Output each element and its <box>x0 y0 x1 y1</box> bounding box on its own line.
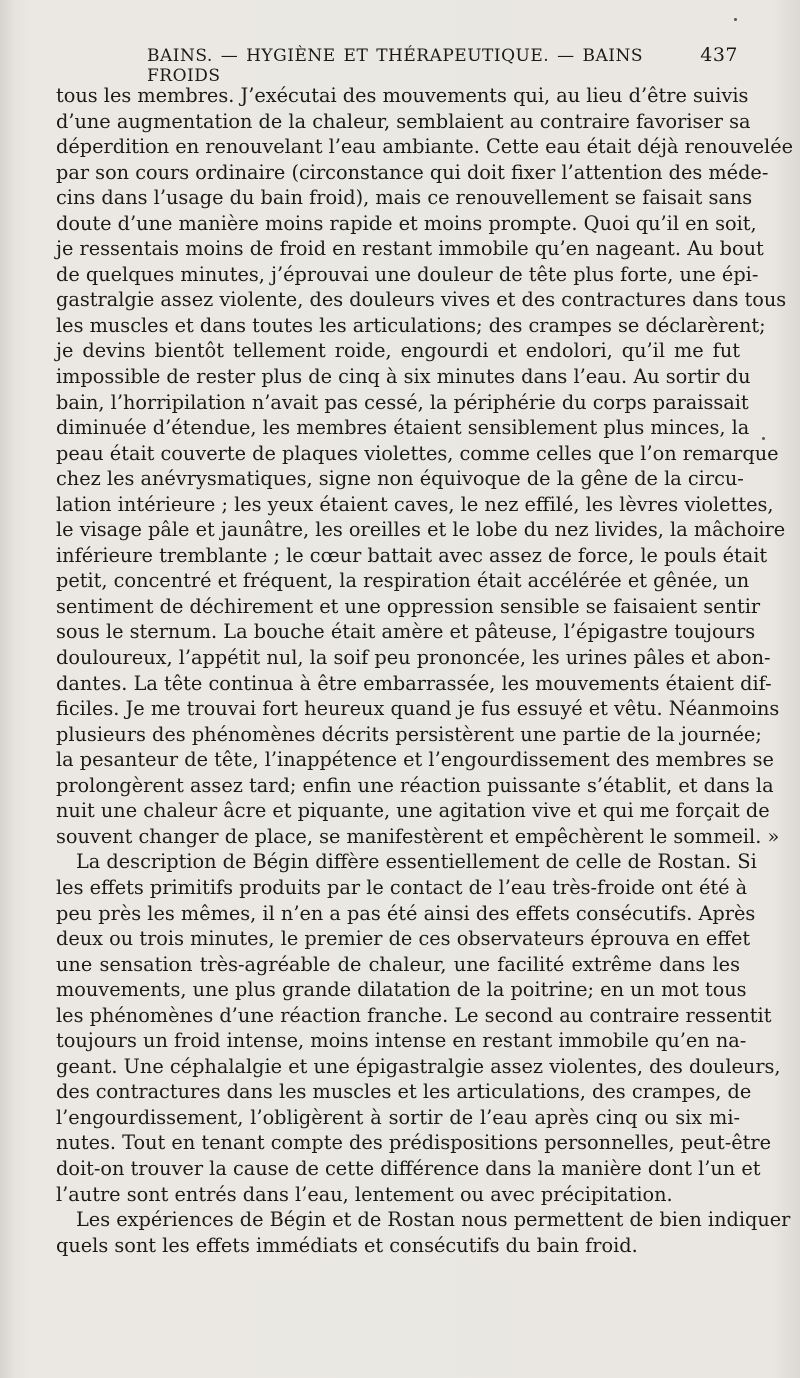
text-line: mouvements, une plus grande dilatation de la poitrine; en un mot tous <box>56 978 747 1002</box>
text-line: doute d’une manière moins rapide et moins prompte. Quoi qu’il en soit, <box>56 211 757 235</box>
text-line: je devins bientôt tellement roide, engourdi et endolori, qu’il me fut <box>56 339 740 363</box>
running-header <box>147 44 738 86</box>
text-line: par son cours ordinaire (circonstance qui doit fixer l’attention des méde- <box>56 160 769 184</box>
text-line: prolongèrent assez tard; enfin une réaction puissante s’établit, et dans la <box>56 773 774 797</box>
text-line: impossible de rester plus de cinq à six minutes dans l’eau. Au sortir du <box>56 365 751 389</box>
text-line: toujours un froid intense, moins intense en restant immobile qu’en na- <box>56 1029 747 1053</box>
text-line: chez les anévrysmatiques, signe non équivoque de la gêne de la circu- <box>56 467 744 491</box>
text-line: nutes. Tout en tenant compte des prédispositions personnelles, peut-être <box>56 1131 772 1155</box>
text-line: nuit une chaleur âcre et piquante, une agitation vive et qui me forçait de <box>56 799 770 823</box>
text-line: de quelques minutes, j’éprouvai une douleur de tête plus forte, une épi- <box>56 262 759 286</box>
text-line: gastralgie assez violente, des douleurs vives et des contractures dans tous <box>56 288 787 312</box>
text-line: les phénomènes d’une réaction franche. Le second au contraire ressentit <box>56 1003 772 1027</box>
paper-speck <box>762 437 765 440</box>
text-line: déperdition en renouvelant l’eau ambiante. Cette eau était déjà renouvelée <box>56 135 794 159</box>
page-number: 437 <box>700 44 738 66</box>
text-line: bain, l’horripilation n’avait pas cessé, la périphérie du corps paraissait <box>56 390 749 414</box>
text-line: peau était couverte de plaques violettes, comme celles que l’on remarque <box>56 441 779 465</box>
paper-speck <box>734 18 737 21</box>
text-line: lation intérieure ; les yeux étaient caves, le nez effilé, les lèvres violettes, <box>56 492 774 516</box>
text-line: geant. Une céphalalgie et une épigastralgie assez violentes, des douleurs, <box>56 1054 781 1078</box>
text-line: diminuée d’étendue, les membres étaient sensiblement plus minces, la <box>56 416 750 440</box>
text-line: une sensation très-agréable de chaleur, une facilité extrême dans les <box>56 952 740 976</box>
text-line: cins dans l’usage du bain froid), mais ce renouvellement se faisait sans <box>56 186 753 210</box>
text-line: l’autre sont entrés dans l’eau, lentement ou avec précipitation. <box>56 1182 673 1206</box>
text-line: tous les membres. J’exécutai des mouvements qui, au lieu d’être suivis <box>56 84 749 107</box>
text-line: La description de Bégin diffère essentiellement de celle de Rostan. Si <box>76 850 757 874</box>
text-line: plusieurs des phénomènes décrits persistèrent une partie de la journée; <box>56 722 762 746</box>
running-title: BAINS. — HYGIÈNE ET THÉRAPEUTIQUE. — BAINS FROIDS <box>147 46 643 86</box>
text-line: la pesanteur de tête, l’inappétence et l’engourdissement des membres se <box>56 748 774 772</box>
text-line: le visage pâle et jaunâtre, les oreilles et le lobe du nez livides, la mâchoire <box>56 518 786 542</box>
text-line: les muscles et dans toutes les articulations; des crampes se déclarèrent; <box>56 313 766 337</box>
text-line: dantes. La tête continua à être embarrassée, les mouvements étaient dif- <box>56 671 772 695</box>
text-line: je ressentais moins de froid en restant immobile qu’en nageant. Au bout <box>56 237 764 261</box>
body-text <box>56 83 794 1258</box>
text-line: petit, concentré et fréquent, la respiration était accélérée et gênée, un <box>56 569 750 593</box>
text-line: des contractures dans les muscles et les articulations, des crampes, de <box>56 1080 752 1104</box>
text-line: d’une augmentation de la chaleur, semblaient au contraire favoriser sa <box>56 109 751 133</box>
text-line: Les expériences de Bégin et de Rostan nous permettent de bien indiquer <box>76 1208 791 1232</box>
text-line: peu près les mêmes, il n’en a pas été ainsi des effets consécutifs. Après <box>56 901 756 925</box>
text-line: ficiles. Je me trouvai fort heureux quand je fus essuyé et vêtu. Néanmoins <box>56 697 780 721</box>
text-line: quels sont les effets immédiats et consécutifs du bain froid. <box>56 1233 638 1257</box>
text-line: les effets primitifs produits par le contact de l’eau très-froide ont été à <box>56 875 748 899</box>
text-line: sentiment de déchirement et une oppression sensible se faisaient sentir <box>56 594 761 618</box>
text-line: souvent changer de place, se manifestèrent et empêchèrent le sommeil. » <box>56 824 780 848</box>
text-line: l’engourdissement, l’obligèrent à sortir de l’eau après cinq ou six mi- <box>56 1105 740 1129</box>
text-line: doit-on trouver la cause de cette différence dans la manière dont l’un et <box>56 1156 761 1180</box>
text-line: douloureux, l’appétit nul, la soif peu prononcée, les urines pâles et abon- <box>56 646 771 670</box>
text-line: inférieure tremblante ; le cœur battait avec assez de force, le pouls était <box>56 543 768 567</box>
text-line: sous le sternum. La bouche était amère et pâteuse, l’épigastre toujours <box>56 620 756 644</box>
text-line: deux ou trois minutes, le premier de ces observateurs éprouva en effet <box>56 927 751 951</box>
